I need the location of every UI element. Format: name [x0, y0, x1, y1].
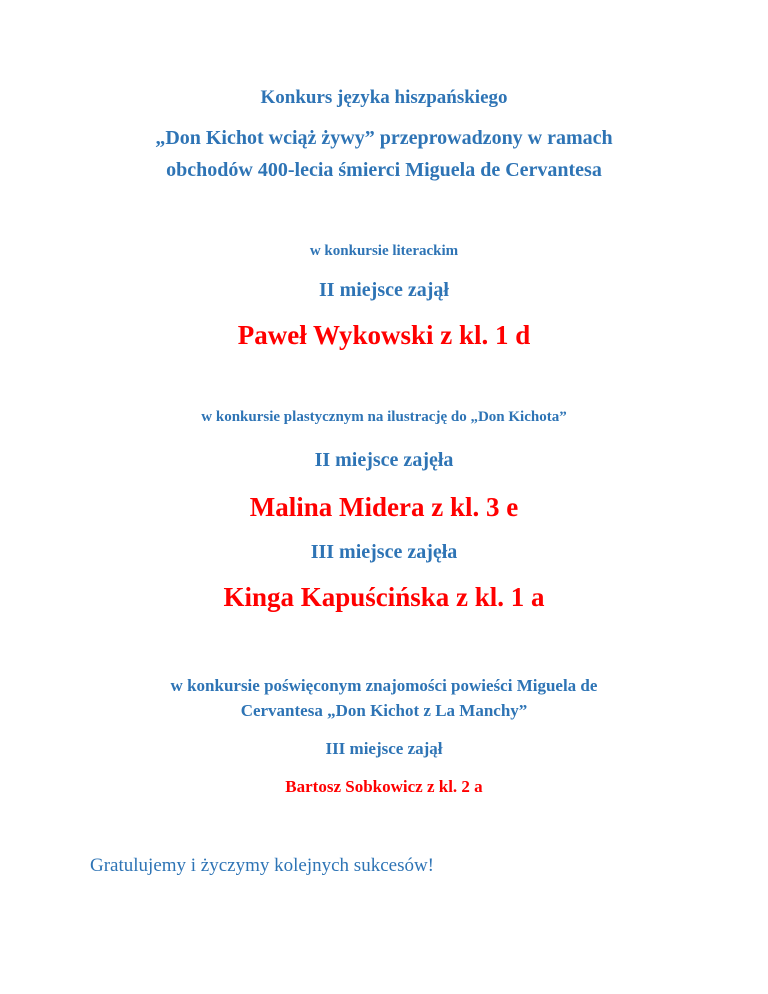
literary-winner: Paweł Wykowski z kl. 1 d — [237, 320, 531, 350]
art-place-2: II miejsce zajęła — [314, 449, 454, 471]
art-category: w konkursie plastycznym na ilustrację do „Don Kichota” — [201, 409, 567, 425]
contest-subtitle-line1: „Don Kichot wciąż żywy” przeprowadzony w ramach — [155, 127, 613, 149]
contest-title: Konkurs języka hiszpańskiego — [260, 87, 508, 108]
art-winner-3: Kinga Kapuścińska z kl. 1 a — [223, 582, 545, 612]
art-winner-2: Malina Midera z kl. 3 e — [249, 492, 519, 522]
literary-category: w konkursie literackim — [309, 243, 459, 259]
literary-place: II miejsce zajął — [319, 279, 449, 301]
congratulations-text: Gratulujemy i życzymy kolejnych sukcesów! — [90, 855, 435, 876]
knowledge-category-line1: w konkursie poświęconym znajomości powieści Miguela de — [170, 676, 598, 695]
art-place-3: III miejsce zajęła — [310, 541, 458, 563]
contest-subtitle-line2: obchodów 400-lecia śmierci Miguela de Cervantesa — [166, 159, 602, 181]
knowledge-place: III miejsce zajął — [325, 739, 443, 758]
knowledge-category-line2: Cervantesa „Don Kichot z La Manchy” — [240, 701, 528, 720]
knowledge-winner: Bartosz Sobkowicz z kl. 2 a — [285, 777, 483, 796]
